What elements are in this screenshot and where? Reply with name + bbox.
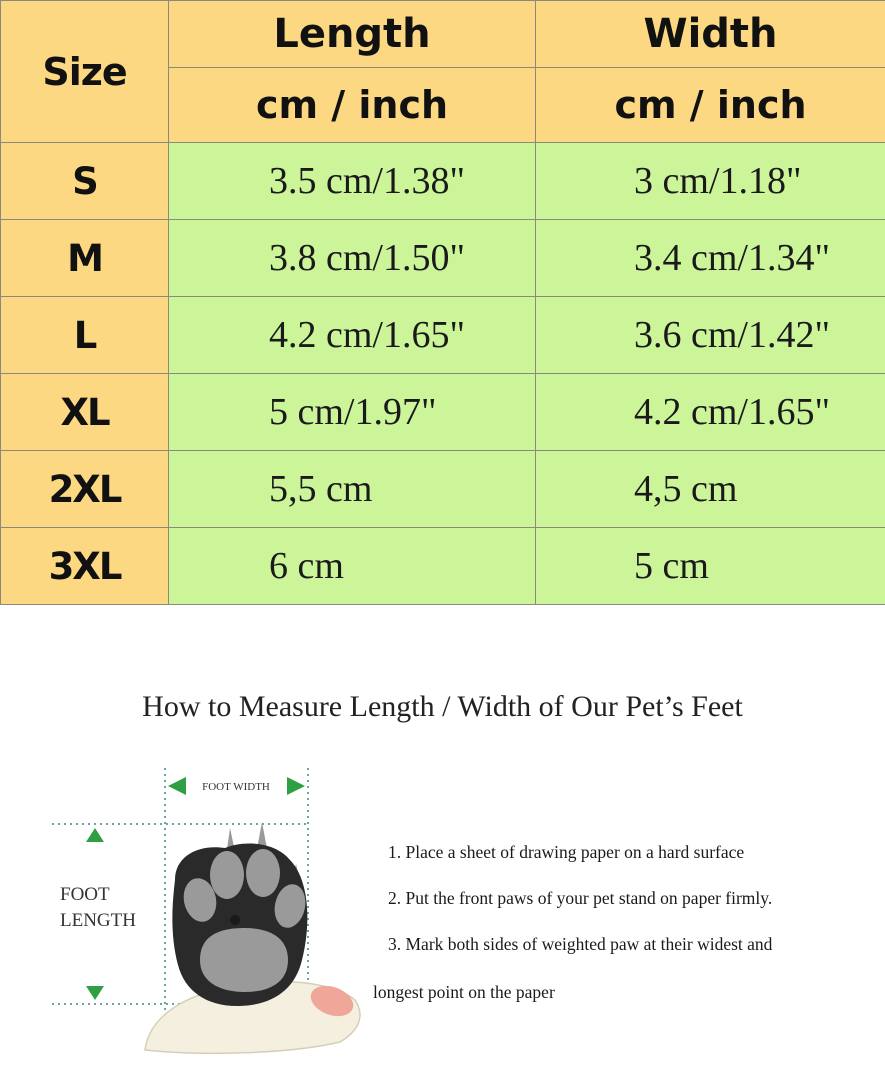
- length-value: 5,5 cm: [169, 451, 536, 528]
- header-size: Size: [1, 1, 169, 143]
- arrow-down-icon: [86, 986, 104, 1000]
- table-row: [1, 297, 885, 374]
- foot-length-label-2: LENGTH: [60, 910, 136, 931]
- width-value: 3.4 cm/1.34": [536, 220, 885, 297]
- toe-pad: [210, 851, 244, 899]
- width-value: 3 cm/1.18": [536, 143, 885, 220]
- step-3: 3. Mark both sides of weighted paw at their widest and: [388, 934, 773, 954]
- step-2: 2. Put the front paws of your pet stand on paper firmly.: [388, 888, 773, 908]
- size-label: M: [1, 220, 169, 297]
- arrow-left-icon: [168, 777, 186, 795]
- size-label: 3XL: [1, 528, 169, 605]
- header-length: Length: [169, 1, 536, 68]
- paw-measure-diagram: [40, 760, 370, 1060]
- width-value: 4,5 cm: [536, 451, 885, 528]
- width-value: 3.6 cm/1.42": [536, 297, 885, 374]
- measure-guide-title: How to Measure Length / Width of Our Pet’s Feet: [142, 690, 743, 723]
- header-width-unit: cm / inch: [536, 68, 885, 143]
- table-row: [1, 374, 885, 451]
- table-row: [1, 143, 885, 220]
- length-value: 6 cm: [169, 528, 536, 605]
- table-row: [1, 220, 885, 297]
- size-label: S: [1, 143, 169, 220]
- header-length-unit: cm / inch: [169, 68, 536, 143]
- toe-pad: [246, 849, 280, 897]
- main-pad: [200, 928, 288, 992]
- arrow-right-icon: [287, 777, 305, 795]
- header-width: Width: [536, 1, 885, 68]
- length-value: 3.8 cm/1.50": [169, 220, 536, 297]
- size-label: L: [1, 297, 169, 374]
- size-label: 2XL: [1, 451, 169, 528]
- arrow-up-icon: [86, 828, 104, 842]
- step-1: 1. Place a sheet of drawing paper on a hard surface: [388, 842, 745, 862]
- table-row: [1, 451, 885, 528]
- length-value: 5 cm/1.97": [169, 374, 536, 451]
- width-value: 4.2 cm/1.65": [536, 374, 885, 451]
- table-row: [1, 528, 885, 605]
- width-value: 5 cm: [536, 528, 885, 605]
- length-value: 3.5 cm/1.38": [169, 143, 536, 220]
- length-value: 4.2 cm/1.65": [169, 297, 536, 374]
- size-label: XL: [1, 374, 169, 451]
- paw-center-dot: [230, 915, 240, 925]
- step-3-continued: longest point on the paper: [373, 982, 555, 1002]
- foot-length-label-1: FOOT: [60, 884, 110, 905]
- foot-width-label: FOOT WIDTH: [202, 781, 270, 793]
